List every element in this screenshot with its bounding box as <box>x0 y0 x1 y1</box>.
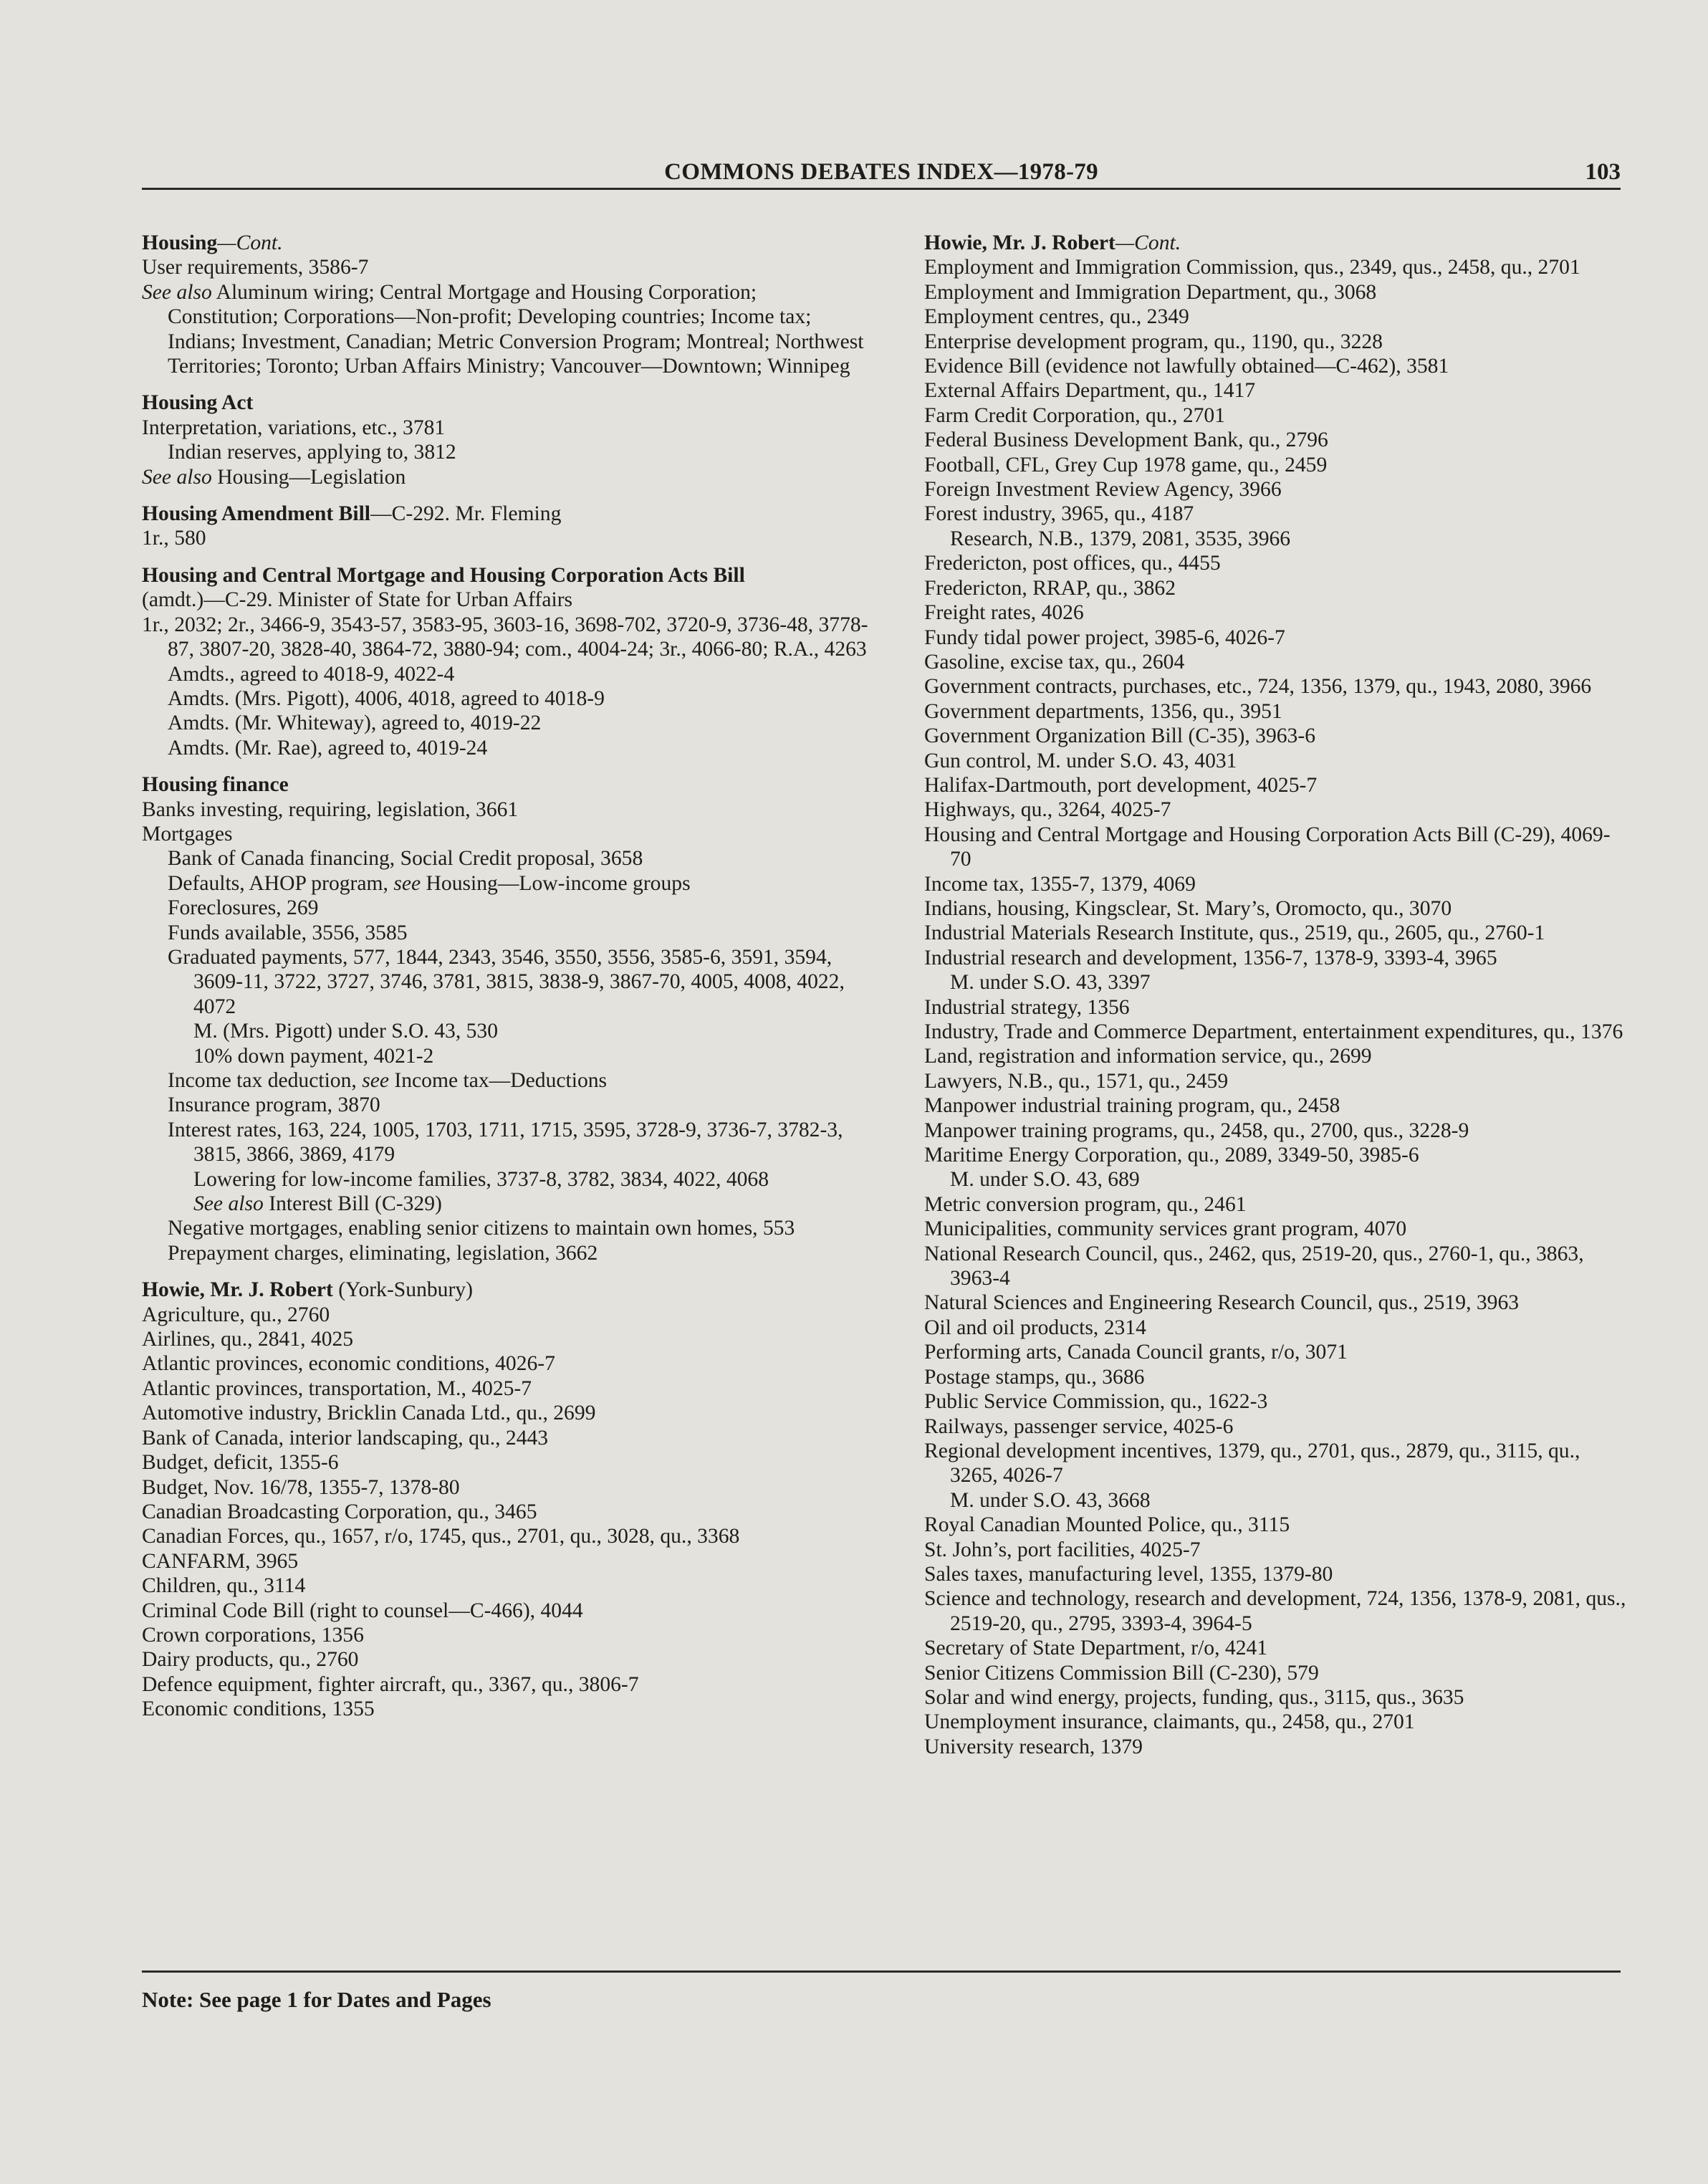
heading-text: Housing <box>142 231 218 254</box>
index-subentry: Amdts., agreed to 4018-9, 4022-4 <box>168 662 455 686</box>
index-subentry: Senior Citizens Commission Bill (C-230), 579 <box>924 1661 1319 1685</box>
index-subentry: Lawyers, N.B., qu., 1571, qu., 2459 <box>924 1069 1229 1093</box>
heading-text: Housing Amendment Bill <box>142 502 371 526</box>
index-subentry: Solar and wind energy, projects, funding, qus., 3115, qus., 3635 <box>924 1685 1464 1709</box>
index-subentry: External Affairs Department, qu., 1417 <box>924 379 1256 403</box>
index-subentry: Banks investing, requiring, legislation, 3661 <box>142 798 519 821</box>
index-subentry: User requirements, 3586-7 <box>142 256 369 279</box>
index-subentry: Interpretation, variations, etc., 3781 <box>142 416 446 439</box>
index-subentry: Bank of Canada, interior landscaping, qu., 2443 <box>142 1426 549 1450</box>
index-subentry: Gun control, M. under S.O. 43, 4031 <box>924 749 1237 772</box>
heading-detail: —C-292. Mr. Fleming <box>370 502 562 526</box>
index-subentry: Mortgages <box>142 822 233 846</box>
index-subentry: Insurance program, 3870 <box>168 1093 380 1117</box>
index-entry <box>142 563 873 760</box>
footer-note: Note: See page 1 for Dates and Pages <box>142 1987 491 2012</box>
index-subentry: Regional development incentives, 1379, qu., 2701, qus., 2879, qu., 3115, qu., 3265, 4026-7 <box>924 1439 1580 1488</box>
index-subentry: Dairy products, qu., 2760 <box>142 1648 359 1672</box>
index-subentry: Federal Business Development Bank, qu., 2796 <box>924 428 1328 452</box>
index-subentry: Indian reserves, applying to, 3812 <box>168 441 456 464</box>
cross-reference-label: see <box>393 871 421 895</box>
index-subentry: Foreign Investment Review Agency, 3966 <box>924 478 1282 502</box>
entry-heading <box>142 391 873 415</box>
index-subentry: Lowering for low-income families, 3737-8, 3782, 3834, 4022, 4068 <box>193 1167 769 1191</box>
index-subentry: Canadian Broadcasting Corporation, qu., 3465 <box>142 1500 537 1523</box>
index-subentry: See also Housing—Legislation <box>142 465 406 489</box>
index-subentry: Metric conversion program, qu., 2461 <box>924 1192 1247 1216</box>
heading-text: Howie, Mr. J. Robert <box>924 231 1116 254</box>
index-subentry: Automotive industry, Bricklin Canada Ltd., qu., 2699 <box>142 1402 596 1425</box>
index-subentry: Funds available, 3556, 3585 <box>168 921 408 944</box>
index-subentry: Railways, passenger service, 4025-6 <box>924 1414 1234 1438</box>
index-subentry: Income tax deduction, see Income tax—Deductions <box>168 1069 608 1092</box>
entry-heading <box>142 502 873 526</box>
index-subentry: Unemployment insurance, claimants, qu., 2458, qu., 2701 <box>924 1710 1415 1734</box>
index-entry <box>142 502 873 551</box>
index-subentry: Halifax-Dartmouth, port development, 4025-7 <box>924 773 1318 797</box>
index-subentry: Royal Canadian Mounted Police, qu., 3115 <box>924 1513 1290 1537</box>
index-subentry: M. under S.O. 43, 689 <box>950 1168 1140 1192</box>
index-subentry: See also Aluminum wiring; Central Mortgage and Housing Corporation; Constitution; Corporations—Non-profit; Developing countries; Income tax; Indians; Investment, Canadian; Metric Conversion Program; Montreal; Northwest Territories; Toronto; Urban Affairs Ministry; Vancouver—Downtown; Winnipeg <box>142 280 864 378</box>
index-subentry: Defaults, AHOP program, see Housing—Low-income groups <box>168 871 691 895</box>
cross-reference-label: See also <box>142 465 212 489</box>
index-subentry: Municipalities, community services grant program, 4070 <box>924 1217 1407 1241</box>
heading-detail: (York-Sunbury) <box>332 1278 473 1302</box>
page-number: 103 <box>1585 159 1621 185</box>
index-subentry: Performing arts, Canada Council grants, r/o, 3071 <box>924 1341 1348 1364</box>
index-subentry: Government Organization Bill (C-35), 3963-6 <box>924 724 1316 748</box>
index-subentry: Secretary of State Department, r/o, 4241 <box>924 1637 1268 1660</box>
entry-heading <box>142 772 873 797</box>
index-subentry: Canadian Forces, qu., 1657, r/o, 1745, qus., 2701, qu., 3028, qu., 3368 <box>142 1525 740 1548</box>
index-subentry: M. under S.O. 43, 3397 <box>950 971 1151 995</box>
index-subentry: Employment and Immigration Department, qu., 3068 <box>924 280 1377 304</box>
index-subentry: Industrial strategy, 1356 <box>924 995 1130 1019</box>
heading-text: Howie, Mr. J. Robert <box>142 1278 333 1302</box>
index-subentry: St. John’s, port facilities, 4025-7 <box>924 1538 1201 1561</box>
index-subentry: Prepayment charges, eliminating, legislation, 3662 <box>168 1241 598 1265</box>
index-subentry: Forest industry, 3965, qu., 4187 <box>924 502 1194 526</box>
index-subentry: M. (Mrs. Pigott) under S.O. 43, 530 <box>193 1020 499 1043</box>
entry-heading <box>142 563 873 588</box>
index-subentry: Airlines, qu., 2841, 4025 <box>142 1328 354 1351</box>
index-subentry: Defence equipment, fighter aircraft, qu., 3367, qu., 3806-7 <box>142 1672 639 1696</box>
index-subentry: Amdts. (Mr. Rae), agreed to, 4019-24 <box>168 736 488 760</box>
index-subentry: National Research Council, qus., 2462, qus, 2519-20, qus., 2760-1, qu., 3863, 3963-4 <box>924 1242 1584 1290</box>
index-subentry: Sales taxes, manufacturing level, 1355, 1379-80 <box>924 1562 1333 1586</box>
index-subentry: Foreclosures, 269 <box>168 896 319 920</box>
index-subentry: Land, registration and information service, qu., 2699 <box>924 1045 1372 1068</box>
left-column <box>142 231 873 1722</box>
index-subentry: Indians, housing, Kingsclear, St. Mary’s, Oromocto, qu., 3070 <box>924 896 1452 920</box>
index-subentry: Atlantic provinces, transportation, M., 4025-7 <box>142 1376 532 1400</box>
entry-heading <box>142 1278 873 1302</box>
index-subentry: Amdts. (Mrs. Pigott), 4006, 4018, agreed to 4018-9 <box>168 686 605 710</box>
index-subentry: Industry, Trade and Commerce Department, entertainment expenditures, qu., 1376 <box>924 1020 1623 1043</box>
index-subentry: Government contracts, purchases, etc., 724, 1356, 1379, qu., 1943, 2080, 3966 <box>924 675 1592 699</box>
index-entry <box>142 772 873 1265</box>
index-subentry: Atlantic provinces, economic conditions, 4026-7 <box>142 1352 555 1376</box>
index-subentry: M. under S.O. 43, 3668 <box>950 1488 1151 1512</box>
index-subentry: Evidence Bill (evidence not lawfully obtained—C-462), 3581 <box>924 355 1449 378</box>
index-subentry: Economic conditions, 1355 <box>142 1697 375 1721</box>
index-subentry: Fredericton, post offices, qu., 4455 <box>924 552 1221 575</box>
index-subentry: Freight rates, 4026 <box>924 601 1084 625</box>
index-subentry: Government departments, 1356, qu., 3951 <box>924 699 1282 723</box>
index-subentry: Interest rates, 163, 224, 1005, 1703, 1711, 1715, 3595, 3728-9, 3736-7, 3782-3, 3815, 3866, 3869, 4179 <box>168 1118 843 1167</box>
footer-rule <box>142 1970 1621 1973</box>
index-subentry: Criminal Code Bill (right to counsel—C-466), 4044 <box>142 1599 583 1622</box>
index-subentry: Manpower industrial training program, qu., 2458 <box>924 1094 1340 1118</box>
cross-reference-label: see <box>362 1069 389 1092</box>
index-entry <box>142 231 873 378</box>
index-subentry: Postage stamps, qu., 3686 <box>924 1365 1145 1389</box>
heading-text: Housing finance <box>142 773 289 797</box>
index-subentry: University research, 1379 <box>924 1735 1143 1758</box>
index-subentry: 1r., 2032; 2r., 3466-9, 3543-57, 3583-95, 3603-16, 3698-702, 3720-9, 3736-48, 3778-87, 3807-20, 3828-40, 3864-72, 3880-94; com., 4004-24; 3r., 4066-80; R.A., 4263 <box>142 613 868 661</box>
heading-text: Housing and Central Mortgage and Housing Corporation Acts Bill <box>142 563 745 587</box>
index-subentry: Public Service Commission, qu., 1622-3 <box>924 1390 1268 1414</box>
index-subentry: Employment and Immigration Commission, qus., 2349, qus., 2458, qu., 2701 <box>924 256 1580 279</box>
index-subentry: Gasoline, excise tax, qu., 2604 <box>924 650 1185 674</box>
index-subentry: Maritime Energy Corporation, qu., 2089, 3349-50, 3985-6 <box>924 1144 1419 1167</box>
index-subentry: Science and technology, research and development, 724, 1356, 1378-9, 2081, qus., 2519-20, qu., 2795, 3393-4, 3964-5 <box>924 1587 1626 1635</box>
index-subentry: Fredericton, RRAP, qu., 3862 <box>924 576 1176 600</box>
index-entry <box>142 391 873 489</box>
page-header <box>142 156 1621 190</box>
index-subentry: Natural Sciences and Engineering Research Council, qus., 2519, 3963 <box>924 1291 1520 1315</box>
index-subentry: Negative mortgages, enabling senior citizens to maintain own homes, 553 <box>168 1217 795 1240</box>
index-subentry: Children, qu., 3114 <box>142 1574 306 1598</box>
index-subentry: Manpower training programs, qu., 2458, qu., 2700, qus., 3228-9 <box>924 1119 1469 1142</box>
index-subentry: Research, N.B., 1379, 2081, 3535, 3966 <box>950 527 1291 550</box>
index-subentry: Employment centres, qu., 2349 <box>924 305 1189 329</box>
index-subentry: Agriculture, qu., 2760 <box>142 1303 330 1326</box>
continued-marker: —Cont. <box>1115 231 1181 254</box>
running-title: COMMONS DEBATES INDEX—1978-79 <box>664 159 1098 185</box>
index-subentry: Enterprise development program, qu., 1190, qu., 3228 <box>924 330 1383 353</box>
entry-heading <box>924 231 1626 255</box>
cross-reference-label: See also <box>142 280 212 304</box>
index-subentry: Income tax, 1355-7, 1379, 4069 <box>924 872 1196 896</box>
index-subentry: Fundy tidal power project, 3985-6, 4026-7 <box>924 626 1285 649</box>
heading-text: Housing Act <box>142 391 254 415</box>
index-subentry: Crown corporations, 1356 <box>142 1623 364 1647</box>
index-subentry: Bank of Canada financing, Social Credit proposal, 3658 <box>168 847 643 871</box>
index-subentry: 1r., 580 <box>142 527 206 550</box>
index-subentry: Housing and Central Mortgage and Housing Corporation Acts Bill (C-29), 4069-70 <box>924 823 1611 871</box>
right-column <box>924 231 1626 1759</box>
index-subentry: Budget, deficit, 1355-6 <box>142 1451 339 1475</box>
index-entry <box>924 231 1626 1759</box>
index-subentry: Graduated payments, 577, 1844, 2343, 3546, 3550, 3556, 3585-6, 3591, 3594, 3609-11, 3722, 3727, 3746, 3781, 3815, 3838-9, 3867-70, 4005, 4008, 4022, 4072 <box>168 945 845 1018</box>
index-subentry: Farm Credit Corporation, qu., 2701 <box>924 403 1226 427</box>
index-subentry: See also Interest Bill (C-329) <box>193 1192 442 1216</box>
cross-reference-label: See also <box>193 1192 264 1216</box>
index-subentry: Football, CFL, Grey Cup 1978 game, qu., 2459 <box>924 453 1328 476</box>
index-subentry: Highways, qu., 3264, 4025-7 <box>924 798 1171 822</box>
index-subentry: Industrial research and development, 1356-7, 1378-9, 3393-4, 3965 <box>924 946 1497 969</box>
index-subentry: Amdts. (Mr. Whiteway), agreed to, 4019-22 <box>168 712 542 735</box>
index-entry <box>142 1278 873 1721</box>
index-subentry: CANFARM, 3965 <box>142 1549 299 1573</box>
index-subentry: Industrial Materials Research Institute, qus., 2519, qu., 2605, qu., 2760-1 <box>924 921 1545 945</box>
index-subentry: 10% down payment, 4021-2 <box>193 1044 434 1068</box>
continued-marker: —Cont. <box>217 231 283 254</box>
index-subentry: Oil and oil products, 2314 <box>924 1316 1146 1339</box>
index-subentry: (amdt.)—C-29. Minister of State for Urban Affairs <box>142 588 573 612</box>
index-subentry: Budget, Nov. 16/78, 1355-7, 1378-80 <box>142 1475 460 1499</box>
entry-heading <box>142 231 873 255</box>
